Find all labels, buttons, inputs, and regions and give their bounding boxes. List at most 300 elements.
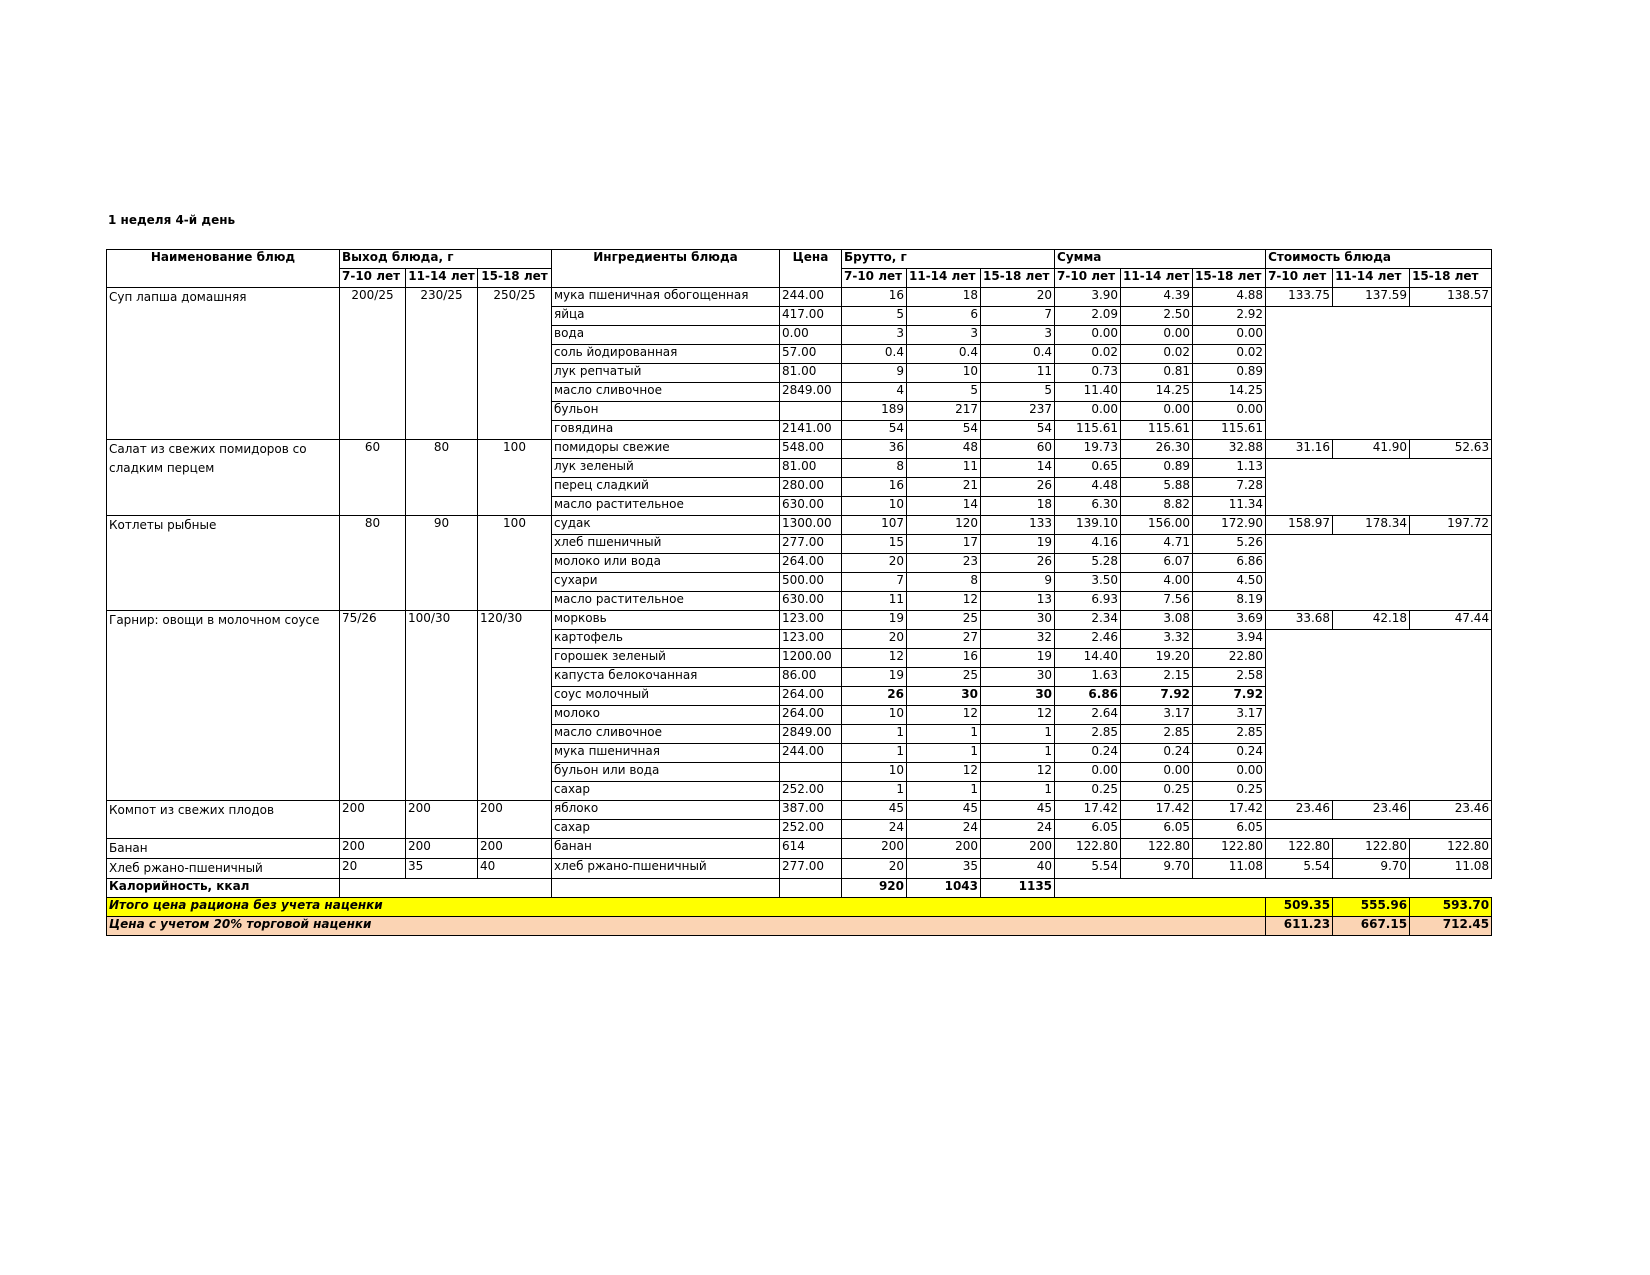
header-price: Цена	[780, 250, 842, 269]
table-row	[107, 288, 1492, 307]
ingredient-sum: 2.15	[1121, 668, 1193, 687]
total-value: 593.70	[1410, 898, 1492, 917]
ingredient-name: сахар	[552, 782, 780, 801]
ingredient-gross: 36	[842, 440, 907, 459]
ingredient-name: сухари	[552, 573, 780, 592]
ingredient-price: 387.00	[780, 801, 842, 820]
ingredient-name: лук репчатый	[552, 364, 780, 383]
dish-cost: 33.68	[1266, 611, 1333, 630]
page-title: 1 неделя 4-й день	[108, 213, 236, 227]
ingredient-price: 264.00	[780, 687, 842, 706]
ingredient-gross: 12	[907, 706, 981, 725]
ingredient-sum: 0.89	[1121, 459, 1193, 478]
ingredient-sum: 0.00	[1193, 326, 1266, 345]
total-value: 611.23	[1266, 917, 1333, 936]
dish-cost: 5.54	[1266, 859, 1333, 879]
ingredient-name: хлеб пшеничный	[552, 535, 780, 554]
ingredient-gross: 60	[981, 440, 1055, 459]
dish-yield: 60	[340, 440, 406, 516]
ingredient-gross: 107	[842, 516, 907, 535]
dish-cost: 52.63	[1410, 440, 1492, 459]
ingredient-gross: 0.4	[842, 345, 907, 364]
ingredient-gross: 0.4	[981, 345, 1055, 364]
total-label: Итого цена рациона без учета наценки	[107, 898, 1266, 917]
ingredient-sum: 0.00	[1055, 402, 1121, 421]
dish-cost: 41.90	[1333, 440, 1410, 459]
ingredient-price: 2849.00	[780, 725, 842, 744]
header-row-ages	[107, 269, 1492, 288]
ingredient-sum: 1.13	[1193, 459, 1266, 478]
ingredient-sum: 3.17	[1121, 706, 1193, 725]
ingredient-sum: 0.81	[1121, 364, 1193, 383]
ingredient-sum: 17.42	[1193, 801, 1266, 820]
dish-yield: 40	[478, 859, 552, 879]
ingredient-gross: 9	[842, 364, 907, 383]
ingredient-name: сахар	[552, 820, 780, 839]
ingredient-sum: 2.85	[1121, 725, 1193, 744]
calories-empty	[340, 879, 552, 898]
header-ingredients-cont	[552, 269, 780, 288]
ingredient-gross: 19	[981, 535, 1055, 554]
ingredient-gross: 26	[981, 478, 1055, 497]
ingredient-sum: 6.30	[1055, 497, 1121, 516]
table-row	[107, 859, 1492, 879]
dish-name: Котлеты рыбные	[107, 516, 340, 611]
ingredient-sum: 6.05	[1193, 820, 1266, 839]
ingredient-gross: 8	[842, 459, 907, 478]
ingredient-price	[780, 402, 842, 421]
header-gross-age: 15-18 лет	[981, 269, 1055, 288]
calories-value: 1135	[981, 879, 1055, 898]
ingredient-sum: 4.39	[1121, 288, 1193, 307]
ingredient-price: 123.00	[780, 611, 842, 630]
dish-name: Компот из свежих плодов	[107, 801, 340, 839]
header-cost: Стоимость блюда	[1266, 250, 1492, 269]
ingredient-sum: 2.46	[1055, 630, 1121, 649]
header-gross-age: 7-10 лет	[842, 269, 907, 288]
header-cost-age: 7-10 лет	[1266, 269, 1333, 288]
ingredient-name: горошек зеленый	[552, 649, 780, 668]
ingredient-price: 264.00	[780, 554, 842, 573]
calories-empty	[780, 879, 842, 898]
dish-cost-empty	[1266, 307, 1492, 440]
dish-name: Салат из свежих помидоров со сладким перцем	[107, 440, 340, 516]
ingredient-gross: 0.4	[907, 345, 981, 364]
ingredient-gross: 1	[842, 782, 907, 801]
ingredient-sum: 17.42	[1055, 801, 1121, 820]
ingredient-sum: 0.00	[1121, 326, 1193, 345]
ingredient-gross: 11	[907, 459, 981, 478]
header-sum: Сумма	[1055, 250, 1266, 269]
ingredient-sum: 2.64	[1055, 706, 1121, 725]
ingredient-gross: 4	[842, 383, 907, 402]
table-row	[107, 611, 1492, 630]
dish-yield: 35	[406, 859, 478, 879]
ingredient-gross: 15	[842, 535, 907, 554]
dish-cost: 47.44	[1410, 611, 1492, 630]
ingredient-gross: 32	[981, 630, 1055, 649]
ingredient-gross: 12	[981, 763, 1055, 782]
ingredient-gross: 30	[981, 668, 1055, 687]
ingredient-gross: 26	[981, 554, 1055, 573]
ingredient-sum: 1.63	[1055, 668, 1121, 687]
dish-cost: 138.57	[1410, 288, 1492, 307]
total-label: Цена с учетом 20% торговой наценки	[107, 917, 1266, 936]
ingredient-sum: 2.09	[1055, 307, 1121, 326]
ingredient-sum: 0.25	[1193, 782, 1266, 801]
ingredient-sum: 0.00	[1121, 402, 1193, 421]
dish-yield: 200	[406, 801, 478, 839]
total-value: 509.35	[1266, 898, 1333, 917]
ingredient-gross: 16	[907, 649, 981, 668]
ingredient-gross: 5	[842, 307, 907, 326]
ingredient-gross: 25	[907, 611, 981, 630]
ingredient-sum: 6.07	[1121, 554, 1193, 573]
ingredient-gross: 1	[907, 725, 981, 744]
dish-yield: 100	[478, 516, 552, 611]
ingredient-name: помидоры свежие	[552, 440, 780, 459]
ingredient-name: соль йодированная	[552, 345, 780, 364]
ingredient-gross: 20	[842, 630, 907, 649]
dish-yield: 200	[340, 839, 406, 859]
header-sum-age: 15-18 лет	[1193, 269, 1266, 288]
dish-name: Банан	[107, 839, 340, 859]
ingredient-gross: 7	[981, 307, 1055, 326]
dish-cost: 137.59	[1333, 288, 1410, 307]
ingredient-price: 57.00	[780, 345, 842, 364]
ingredient-name: судак	[552, 516, 780, 535]
ingredient-price: 548.00	[780, 440, 842, 459]
ingredient-gross: 13	[981, 592, 1055, 611]
ingredient-name: масло сливочное	[552, 725, 780, 744]
ingredient-name: мука пшеничная обогощенная	[552, 288, 780, 307]
ingredient-sum: 26.30	[1121, 440, 1193, 459]
header-yield: Выход блюда, г	[340, 250, 552, 269]
ingredient-sum: 6.05	[1055, 820, 1121, 839]
ingredient-gross: 7	[842, 573, 907, 592]
ingredient-sum: 22.80	[1193, 649, 1266, 668]
menu-cost-table	[106, 249, 1492, 936]
ingredient-gross: 30	[981, 611, 1055, 630]
ingredient-gross: 54	[907, 421, 981, 440]
ingredient-gross: 17	[907, 535, 981, 554]
ingredient-gross: 1	[842, 725, 907, 744]
dish-yield: 200	[406, 839, 478, 859]
ingredient-sum: 8.19	[1193, 592, 1266, 611]
ingredient-sum: 0.65	[1055, 459, 1121, 478]
ingredient-sum: 3.69	[1193, 611, 1266, 630]
ingredient-gross: 12	[981, 706, 1055, 725]
ingredient-gross: 19	[842, 611, 907, 630]
header-yield-age: 11-14 лет	[406, 269, 478, 288]
ingredient-sum: 0.24	[1193, 744, 1266, 763]
ingredient-sum: 5.26	[1193, 535, 1266, 554]
ingredient-price: 280.00	[780, 478, 842, 497]
dish-cost: 9.70	[1333, 859, 1410, 879]
ingredient-sum: 6.05	[1121, 820, 1193, 839]
ingredient-gross: 30	[907, 687, 981, 706]
ingredient-name: масло растительное	[552, 592, 780, 611]
ingredient-gross: 24	[981, 820, 1055, 839]
ingredient-sum: 0.25	[1055, 782, 1121, 801]
ingredient-name: перец сладкий	[552, 478, 780, 497]
ingredient-gross: 26	[842, 687, 907, 706]
ingredient-price: 1300.00	[780, 516, 842, 535]
ingredient-name: говядина	[552, 421, 780, 440]
dish-cost: 122.80	[1410, 839, 1492, 859]
ingredient-price: 81.00	[780, 364, 842, 383]
ingredient-gross: 18	[981, 497, 1055, 516]
ingredient-sum: 17.42	[1121, 801, 1193, 820]
ingredient-price: 614	[780, 839, 842, 859]
ingredient-name: бульон	[552, 402, 780, 421]
ingredient-gross: 54	[981, 421, 1055, 440]
dish-yield: 75/26	[340, 611, 406, 801]
ingredient-sum: 11.34	[1193, 497, 1266, 516]
ingredient-gross: 54	[842, 421, 907, 440]
ingredient-gross: 20	[842, 859, 907, 879]
ingredient-name: хлеб ржано-пшеничный	[552, 859, 780, 879]
table-row	[107, 440, 1492, 459]
ingredient-sum: 4.00	[1121, 573, 1193, 592]
ingredient-sum: 7.56	[1121, 592, 1193, 611]
ingredient-sum: 4.16	[1055, 535, 1121, 554]
ingredient-sum: 115.61	[1055, 421, 1121, 440]
total-value: 555.96	[1333, 898, 1410, 917]
dish-cost: 23.46	[1410, 801, 1492, 820]
total-value: 667.15	[1333, 917, 1410, 936]
ingredient-sum: 139.10	[1055, 516, 1121, 535]
ingredient-name: масло сливочное	[552, 383, 780, 402]
ingredient-gross: 14	[981, 459, 1055, 478]
dish-cost: 42.18	[1333, 611, 1410, 630]
ingredient-sum: 0.25	[1121, 782, 1193, 801]
ingredient-price: 252.00	[780, 820, 842, 839]
ingredient-price: 417.00	[780, 307, 842, 326]
ingredient-name: молоко или вода	[552, 554, 780, 573]
ingredient-gross: 14	[907, 497, 981, 516]
dish-cost-empty	[1266, 630, 1492, 801]
ingredient-price: 0.00	[780, 326, 842, 345]
ingredient-gross: 24	[842, 820, 907, 839]
ingredient-gross: 200	[907, 839, 981, 859]
header-cost-age: 11-14 лет	[1333, 269, 1410, 288]
ingredient-gross: 1	[981, 744, 1055, 763]
dish-yield: 90	[406, 516, 478, 611]
ingredient-gross: 217	[907, 402, 981, 421]
ingredient-sum: 0.00	[1055, 763, 1121, 782]
dish-yield: 250/25	[478, 288, 552, 440]
ingredient-sum: 9.70	[1121, 859, 1193, 879]
total-without-markup-row	[107, 898, 1492, 917]
ingredient-price: 277.00	[780, 535, 842, 554]
dish-name: Гарнир: овощи в молочном соусе	[107, 611, 340, 801]
ingredient-gross: 200	[981, 839, 1055, 859]
dish-yield: 100	[478, 440, 552, 516]
ingredient-gross: 24	[907, 820, 981, 839]
ingredient-price: 2849.00	[780, 383, 842, 402]
ingredient-gross: 48	[907, 440, 981, 459]
ingredient-price: 244.00	[780, 288, 842, 307]
calories-empty	[552, 879, 780, 898]
ingredient-gross: 3	[981, 326, 1055, 345]
dish-cost: 23.46	[1333, 801, 1410, 820]
ingredient-name: яблоко	[552, 801, 780, 820]
ingredient-name: бульон или вода	[552, 763, 780, 782]
ingredient-gross: 35	[907, 859, 981, 879]
ingredient-sum: 0.89	[1193, 364, 1266, 383]
ingredient-name: масло растительное	[552, 497, 780, 516]
dish-yield: 80	[340, 516, 406, 611]
ingredient-price: 86.00	[780, 668, 842, 687]
ingredient-sum: 5.88	[1121, 478, 1193, 497]
ingredient-name: яйца	[552, 307, 780, 326]
ingredient-name: банан	[552, 839, 780, 859]
ingredient-gross: 1	[842, 744, 907, 763]
ingredient-gross: 9	[981, 573, 1055, 592]
dish-cost-empty	[1266, 459, 1492, 516]
ingredient-gross: 16	[842, 478, 907, 497]
header-dish: Наименование блюд	[107, 250, 340, 269]
header-ingredients: Ингредиенты блюда	[552, 250, 780, 269]
ingredient-name: соус молочный	[552, 687, 780, 706]
ingredient-sum: 7.92	[1121, 687, 1193, 706]
ingredient-name: мука пшеничная	[552, 744, 780, 763]
calories-label: Калорийность, ккал	[107, 879, 340, 898]
ingredient-gross: 19	[842, 668, 907, 687]
ingredient-sum: 115.61	[1193, 421, 1266, 440]
ingredient-gross: 3	[842, 326, 907, 345]
ingredient-sum: 2.85	[1055, 725, 1121, 744]
ingredient-price: 500.00	[780, 573, 842, 592]
ingredient-sum: 122.80	[1055, 839, 1121, 859]
ingredient-sum: 5.28	[1055, 554, 1121, 573]
ingredient-sum: 4.50	[1193, 573, 1266, 592]
ingredient-sum: 4.48	[1055, 478, 1121, 497]
ingredient-sum: 19.73	[1055, 440, 1121, 459]
ingredient-gross: 30	[981, 687, 1055, 706]
ingredient-sum: 7.28	[1193, 478, 1266, 497]
calories-empty	[1055, 879, 1492, 898]
ingredient-gross: 237	[981, 402, 1055, 421]
ingredient-sum: 11.40	[1055, 383, 1121, 402]
ingredient-price	[780, 763, 842, 782]
ingredient-gross: 1	[907, 744, 981, 763]
dish-cost: 133.75	[1266, 288, 1333, 307]
ingredient-gross: 40	[981, 859, 1055, 879]
dish-cost: 158.97	[1266, 516, 1333, 535]
ingredient-gross: 18	[907, 288, 981, 307]
header-sum-age: 7-10 лет	[1055, 269, 1121, 288]
ingredient-sum: 6.93	[1055, 592, 1121, 611]
ingredient-sum: 0.02	[1055, 345, 1121, 364]
dish-cost: 122.80	[1266, 839, 1333, 859]
ingredient-gross: 21	[907, 478, 981, 497]
ingredient-gross: 20	[842, 554, 907, 573]
dish-yield: 100/30	[406, 611, 478, 801]
dish-cost: 122.80	[1333, 839, 1410, 859]
ingredient-gross: 3	[907, 326, 981, 345]
ingredient-sum: 0.00	[1193, 763, 1266, 782]
ingredient-gross: 11	[842, 592, 907, 611]
ingredient-sum: 6.86	[1193, 554, 1266, 573]
ingredient-sum: 122.80	[1121, 839, 1193, 859]
ingredient-gross: 8	[907, 573, 981, 592]
ingredient-name: лук зеленый	[552, 459, 780, 478]
ingredient-sum: 4.88	[1193, 288, 1266, 307]
ingredient-sum: 3.08	[1121, 611, 1193, 630]
ingredient-gross: 45	[981, 801, 1055, 820]
header-yield-age: 15-18 лет	[478, 269, 552, 288]
ingredient-gross: 5	[981, 383, 1055, 402]
dish-cost-empty	[1266, 820, 1492, 839]
ingredient-price: 277.00	[780, 859, 842, 879]
calories-value: 1043	[907, 879, 981, 898]
dish-cost: 31.16	[1266, 440, 1333, 459]
ingredient-gross: 10	[907, 364, 981, 383]
dish-yield: 20	[340, 859, 406, 879]
ingredient-sum: 5.54	[1055, 859, 1121, 879]
ingredient-gross: 1	[907, 782, 981, 801]
ingredient-sum: 156.00	[1121, 516, 1193, 535]
ingredient-gross: 23	[907, 554, 981, 573]
ingredient-gross: 25	[907, 668, 981, 687]
ingredient-sum: 0.24	[1121, 744, 1193, 763]
total-value: 712.45	[1410, 917, 1492, 936]
ingredient-sum: 0.02	[1121, 345, 1193, 364]
header-dish-cont	[107, 269, 340, 288]
header-gross: Брутто, г	[842, 250, 1055, 269]
dish-yield: 230/25	[406, 288, 478, 440]
ingredient-gross: 20	[981, 288, 1055, 307]
ingredient-sum: 2.92	[1193, 307, 1266, 326]
ingredient-gross: 12	[907, 763, 981, 782]
ingredient-gross: 133	[981, 516, 1055, 535]
table-row	[107, 839, 1492, 859]
ingredient-sum: 2.50	[1121, 307, 1193, 326]
ingredient-price: 81.00	[780, 459, 842, 478]
ingredient-price: 630.00	[780, 592, 842, 611]
ingredient-gross: 200	[842, 839, 907, 859]
ingredient-gross: 11	[981, 364, 1055, 383]
ingredient-sum: 0.00	[1193, 402, 1266, 421]
ingredient-sum: 14.40	[1055, 649, 1121, 668]
ingredient-price: 264.00	[780, 706, 842, 725]
dish-name: Суп лапша домашняя	[107, 288, 340, 440]
ingredient-price: 2141.00	[780, 421, 842, 440]
ingredient-sum: 11.08	[1193, 859, 1266, 879]
header-cost-age: 15-18 лет	[1410, 269, 1492, 288]
ingredient-price: 252.00	[780, 782, 842, 801]
ingredient-gross: 12	[842, 649, 907, 668]
ingredient-sum: 3.17	[1193, 706, 1266, 725]
dish-name: Хлеб ржано-пшеничный	[107, 859, 340, 879]
ingredient-price: 630.00	[780, 497, 842, 516]
ingredient-sum: 3.94	[1193, 630, 1266, 649]
ingredient-gross: 45	[907, 801, 981, 820]
ingredient-sum: 14.25	[1193, 383, 1266, 402]
ingredient-gross: 10	[842, 497, 907, 516]
ingredient-sum: 7.92	[1193, 687, 1266, 706]
ingredient-gross: 1	[981, 725, 1055, 744]
ingredient-sum: 14.25	[1121, 383, 1193, 402]
dish-cost: 197.72	[1410, 516, 1492, 535]
dish-yield: 200	[478, 801, 552, 839]
calories-value: 920	[842, 879, 907, 898]
ingredient-gross: 120	[907, 516, 981, 535]
ingredient-name: капуста белокочанная	[552, 668, 780, 687]
ingredient-gross: 6	[907, 307, 981, 326]
